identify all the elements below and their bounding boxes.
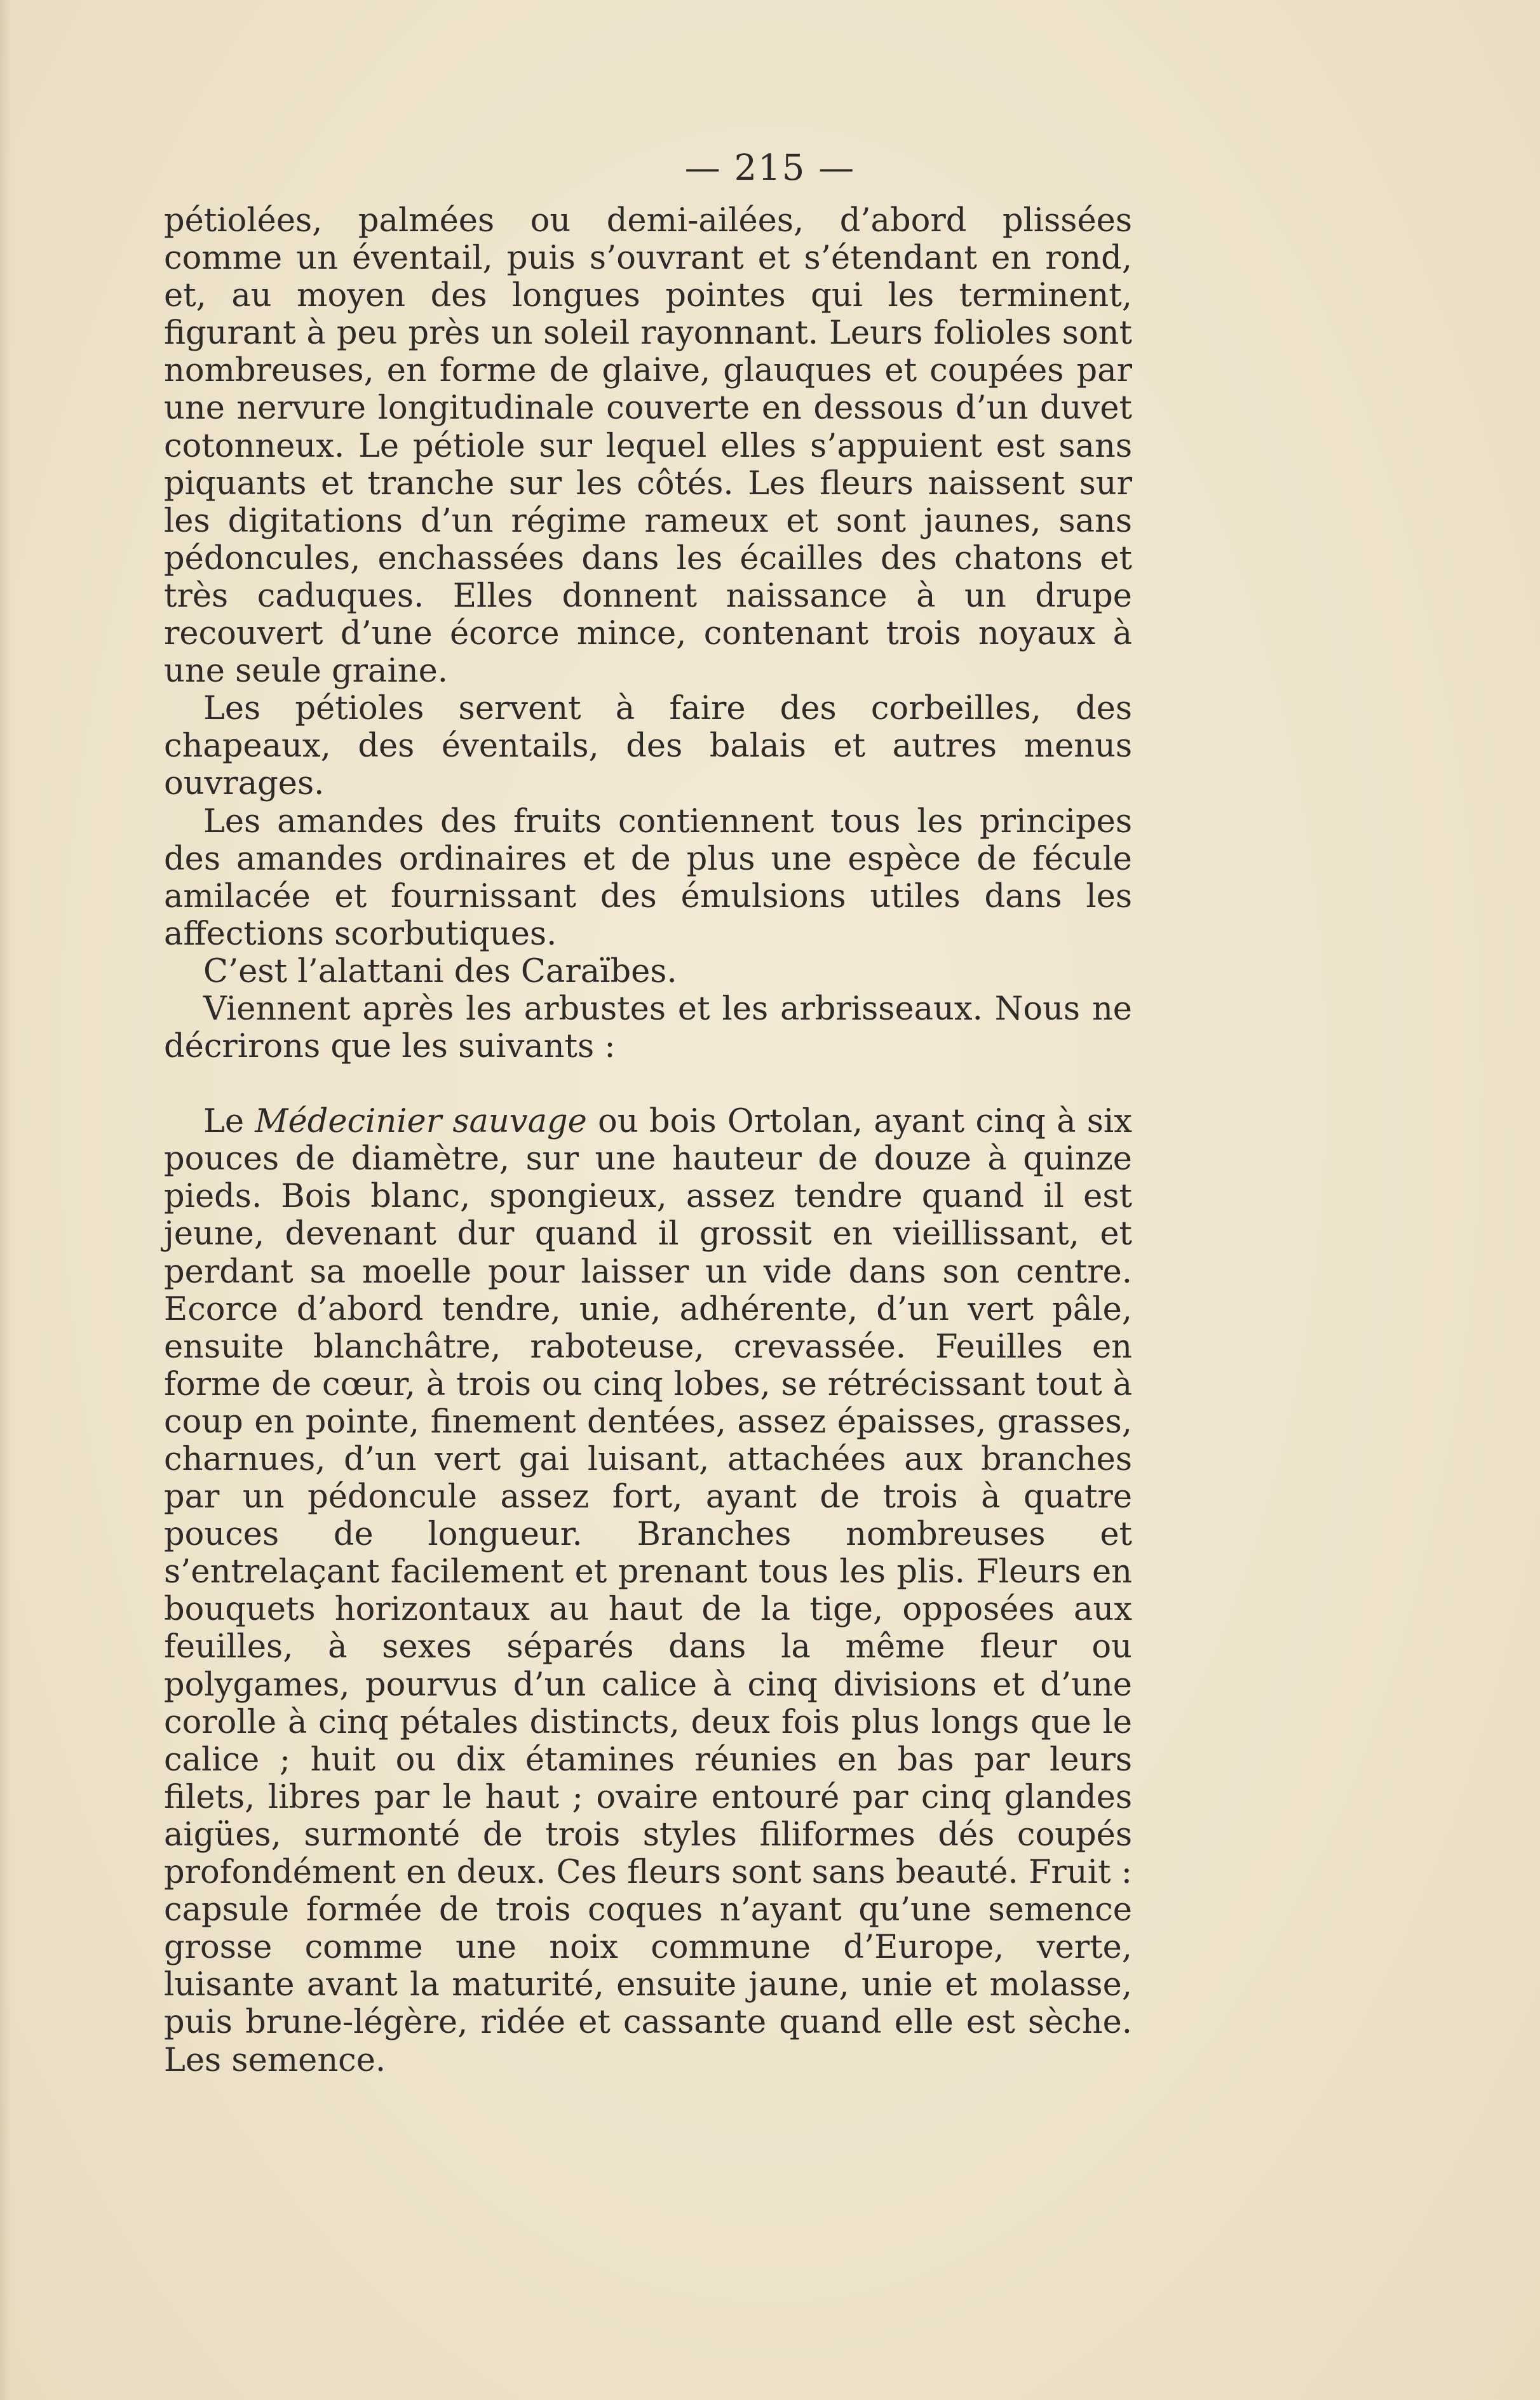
paragraph-carib-name: C’est l’alattani des Caraïbes. (203, 952, 677, 990)
paragraph-gap (164, 1065, 1132, 1103)
paragraph-body: ou bois Ortolan, ayant cinq à six pouces de diamètre, sur une hauteur de douze à quinze pieds. Bois blanc, spongieux, assez tendre quand il est jeune, devenant dur quand il grossit en vieillissant, et perdant sa moelle pour laisser un vide dans son centre. Ecorce d’abord tendre, unie, adhérente, d’un vert pâle, ensuite blanchâtre, raboteuse, crevassée. Feuilles en forme de cœur, à trois ou cinq lobes, se rétrécissant tout à coup en pointe, finement dentées, assez épaisses, grasses, charnues, d’un vert gai luisant, attachées aux branches par un pédoncule assez fort, ayant de trois à quatre pouces de longueur. Branches nombreuses et s’entrelaçant facilement et prenant tous les plis. Fleurs en bouquets horizontaux au haut de la tige, opposées aux feuilles, à sexes séparés dans la même fleur ou polygames, pourvus d’un calice à cinq divisions et d’une corolle à cinq pétales distincts, deux fois plus longs que le calice ; huit ou dix étamines réunies en bas par leurs filets, libres par le haut ; ovaire entouré par cinq glandes aigües, surmonté de trois styles filiformes dés coupés profondément en deux. Ces fleurs sont sans beauté. Fruit : capsule formée de trois coques n’ayant qu’une semence grosse comme une noix commune d’Europe, verte, luisante avant la maturité, ensuite jaune, unie et molasse, puis brune-légère, ridée et cassante quand elle est sèche. Les semence. (164, 1103, 1132, 2079)
page-number: — 215 — (684, 147, 856, 189)
paragraph-petiole-uses: Les pétioles servent à faire des corbeilles, des chapeaux, des éventails, des balais et autres menus ouvrages. (164, 690, 1132, 803)
paragraph-medecinier-sauvage (164, 1103, 1132, 2079)
paragraph-lead: Le (203, 1103, 255, 1141)
paragraph-palm-description: pétiolées, palmées ou demi-ailées, d’abord plissées comme un éventail, puis s’ouvrant et s’étendant en rond, et, au moyen des longues pointes qui les terminent, figurant à peu près un soleil rayonnant. Leurs folioles sont nombreuses, en forme de glaive, glauques et coupées par une nervure longitudinale couverte en dessous d’un duvet cotonneux. Le pétiole sur lequel elles s’appuient est sans piquants et tranche sur les côtés. Les fleurs naissent sur les digitations d’un régime rameux et sont jaunes, sans pédoncules, enchassées dans les écailles des chatons et très caduques. Elles donnent naissance à un drupe recouvert d’une écorce mince, contenant trois noyaux à une seule graine. (164, 202, 1132, 691)
paragraph-shrubs-intro: Viennent après les arbustes et les arbrisseaux. Nous ne décrirons que les suivants : (164, 990, 1132, 1066)
paragraph-almond-properties: Les amandes des fruits contiennent tous les principes des amandes ordinaires et de plus une espèce de fécule amilacée et fournissant des émulsions utiles dans les affections scorbutiques. (164, 802, 1132, 953)
page-edge-shadow (0, 0, 11, 2400)
body-text (164, 202, 1132, 2079)
species-name-italic: Médecinier sauvage (255, 1103, 587, 1141)
